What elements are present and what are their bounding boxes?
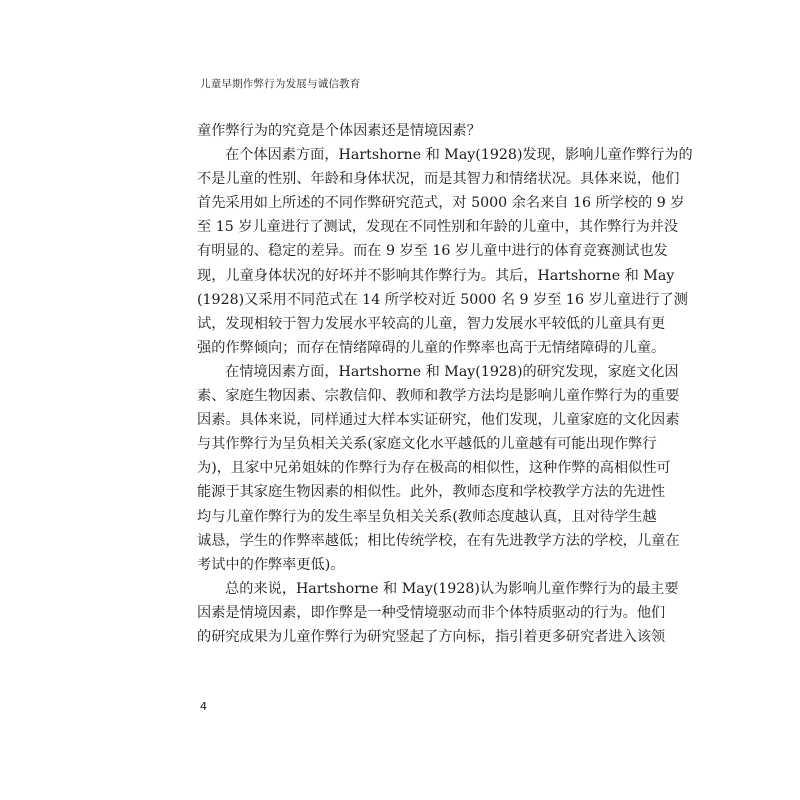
text-line: 试，发现相较于智力发展水平较高的儿童，智力发展水平较低的儿童具有更 xyxy=(197,315,666,332)
text-line: 能源于其家庭生物因素的相似性。此外，教师态度和学校教学方法的先进性 xyxy=(197,484,666,501)
text-line: 强的作弊倾向；而存在情绪障碍的儿童的作弊率也高于无情绪障碍的儿童。 xyxy=(197,339,666,356)
text-line: 因素。具体来说，同样通过大样本实证研究，他们发现，儿童家庭的文化因素 xyxy=(197,412,680,429)
page-number: 4 xyxy=(200,700,207,713)
running-head-title: 儿童早期作弊行为发展与诚信教育 xyxy=(200,78,361,90)
text-line: 童作弊行为的究竟是个体因素还是情境因素？ xyxy=(197,123,481,139)
text-line: 诚恳，学生的作弊率越低；相比传统学校，在有先进教学方法的学校，儿童在 xyxy=(197,532,680,549)
text-line: 因素是情境因素，即作弊是一种受情境驱动而非个体特质驱动的行为。他们 xyxy=(197,604,666,621)
text-line: 首先采用如上所述的不同作弊研究范式，对 5000 余名来自 16 所学校的 9 岁 xyxy=(197,195,685,212)
text-line: 在个体因素方面，Hartshorne 和 May(1928)发现，影响儿童作弊行为的 xyxy=(225,147,693,164)
text-line: 不是儿童的性别、年龄和身体状况，而是其智力和情绪状况。具体来说，他们 xyxy=(197,171,680,188)
text-line: 至 15 岁儿童进行了测试，发现在不同性别和年龄的儿童中，其作弊行为并没 xyxy=(197,219,679,236)
text-line: 的研究成果为儿童作弊行为研究竖起了方向标，指引着更多研究者进入该领 xyxy=(197,628,666,645)
text-line: 考试中的作弊率更低)。 xyxy=(197,556,345,573)
text-line: (1928)又采用不同范式在 14 所学校对近 5000 名 9 岁至 16 岁儿童进行了测 xyxy=(197,291,688,308)
text-line: 为)，且家中兄弟姐妹的作弊行为存在极高的相似性，这种作弊的高相似性可 xyxy=(197,460,671,477)
text-line: 有明显的、稳定的差异。而在 9 岁至 16 岁儿童中进行的体育竞赛测试也发 xyxy=(197,243,668,260)
text-line: 与其作弊行为呈负相关关系(家庭文化水平越低的儿童越有可能出现作弊行 xyxy=(197,436,657,453)
text-line: 总的来说，Hartshorne 和 May(1928)认为影响儿童作弊行为的最主要 xyxy=(225,580,679,597)
text-line: 素、家庭生物因素、宗教信仰、教师和教学方法均是影响儿童作弊行为的重要 xyxy=(197,388,680,405)
text-line: 在情境因素方面，Hartshorne 和 May(1928)的研究发现，家庭文化因 xyxy=(225,363,679,380)
text-line: 现，儿童身体状况的好坏并不影响其作弊行为。其后，Hartshorne 和 May xyxy=(197,267,675,284)
body-text xyxy=(197,119,693,649)
text-line: 均与儿童作弊行为的发生率呈负相关关系(教师态度越认真，且对待学生越 xyxy=(197,508,657,525)
